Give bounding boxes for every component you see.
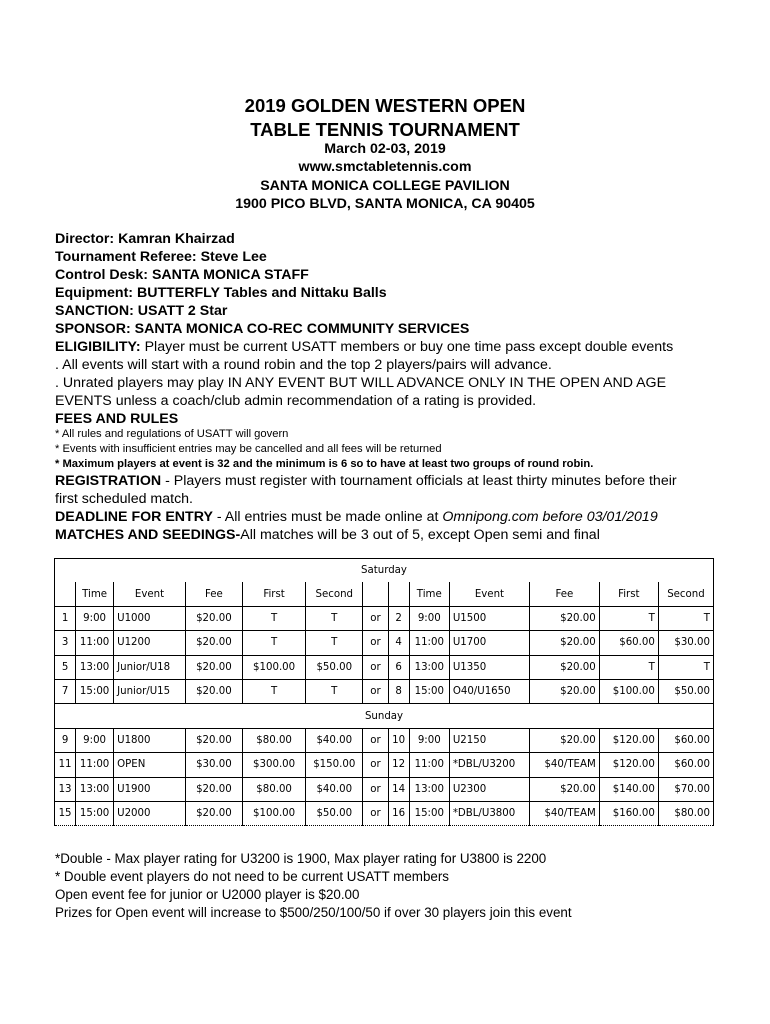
registration-text-1: - Players must register with tournament officials at least thirty minutes before their xyxy=(161,473,677,489)
round-robin-line: . All events will start with a round robin and the top 2 players/pairs will advance. xyxy=(55,357,552,373)
table-row xyxy=(55,655,714,679)
second-prize-2-cell: $30.00 xyxy=(658,631,713,655)
matches-line xyxy=(55,526,735,544)
fee-cell: $20.00 xyxy=(185,606,242,630)
second-prize-2-cell: $60.00 xyxy=(658,753,713,777)
title-line-1: 2019 GOLDEN WESTERN OPEN xyxy=(244,95,526,116)
event-number-cell: 3 xyxy=(55,631,76,655)
event-cell: OPEN xyxy=(114,753,186,777)
fee-cell: $30.00 xyxy=(185,753,242,777)
director-text: Director: Kamran Khairzad xyxy=(55,231,235,247)
table-row xyxy=(55,679,714,703)
sponsor-text: SPONSOR: SANTA MONICA CO-REC COMMUNITY SERVICES xyxy=(55,321,470,337)
event-number-cell: 9 xyxy=(55,728,76,752)
director-line xyxy=(55,230,735,248)
second-prize-2-cell: $70.00 xyxy=(658,777,713,801)
col-fee-2: Fee xyxy=(530,582,600,606)
table-row xyxy=(55,631,714,655)
venue-name: SANTA MONICA COLLEGE PAVILION xyxy=(260,178,510,194)
event-number-2-cell: 14 xyxy=(388,777,409,801)
second-prize-cell: $40.00 xyxy=(306,777,363,801)
first-prize-cell: $100.00 xyxy=(242,801,305,825)
deadline-line xyxy=(55,508,735,526)
time-cell: 11:00 xyxy=(76,631,114,655)
website-link[interactable]: www.smctabletennis.com xyxy=(298,159,472,175)
fee-2-cell: $20.00 xyxy=(530,655,600,679)
first-prize-cell: $100.00 xyxy=(242,655,305,679)
first-prize-cell: T xyxy=(242,679,305,703)
col-time-2: Time xyxy=(409,582,449,606)
referee-text: Tournament Referee: Steve Lee xyxy=(55,249,267,265)
first-prize-2-cell: $100.00 xyxy=(599,679,658,703)
fee-2-cell: $20.00 xyxy=(530,606,600,630)
note-4: Prizes for Open event will increase to $500/250/100/50 if over 30 players join this event xyxy=(55,905,572,920)
col-fee: Fee xyxy=(185,582,242,606)
event-number-cell: 7 xyxy=(55,679,76,703)
sunday-rows xyxy=(55,728,714,826)
rule-1: * All rules and regulations of USATT will govern xyxy=(55,428,289,440)
event-2-cell: O40/U1650 xyxy=(449,679,529,703)
table-row xyxy=(55,801,714,825)
first-prize-cell: $80.00 xyxy=(242,777,305,801)
time-cell: 15:00 xyxy=(76,679,114,703)
fee-2-cell: $40/TEAM xyxy=(530,753,600,777)
control-desk-text: Control Desk: SANTA MONICA STAFF xyxy=(55,267,309,283)
event-cell: U1800 xyxy=(114,728,186,752)
event-number-cell: 11 xyxy=(55,753,76,777)
or-label-cell: or xyxy=(363,631,388,655)
registration-label: REGISTRATION xyxy=(55,473,162,489)
second-prize-2-cell: $50.00 xyxy=(658,679,713,703)
event-number-2-cell: 16 xyxy=(388,801,409,825)
col-second-2: Second xyxy=(658,582,713,606)
venue-address: 1900 PICO BLVD, SANTA MONICA, CA 90405 xyxy=(235,196,535,212)
referee-line xyxy=(55,248,735,266)
fee-2-cell: $20.00 xyxy=(530,777,600,801)
event-number-cell: 1 xyxy=(55,606,76,630)
fee-2-cell: $20.00 xyxy=(530,679,600,703)
col-second: Second xyxy=(306,582,363,606)
time-cell: 11:00 xyxy=(76,753,114,777)
first-prize-cell: T xyxy=(242,606,305,630)
time-2-cell: 11:00 xyxy=(409,631,449,655)
event-2-cell: U1350 xyxy=(449,655,529,679)
note-3: Open event fee for junior or U2000 player is $20.00 xyxy=(55,887,360,902)
saturday-label-row xyxy=(55,559,714,583)
first-prize-cell: $300.00 xyxy=(242,753,305,777)
time-cell: 9:00 xyxy=(76,606,114,630)
or-label-cell: or xyxy=(363,679,388,703)
col-first-2: First xyxy=(599,582,658,606)
col-time: Time xyxy=(76,582,114,606)
equipment-line xyxy=(55,284,735,302)
equipment-text: Equipment: BUTTERFLY Tables and Nittaku Balls xyxy=(55,285,387,301)
fee-2-cell: $40/TEAM xyxy=(530,801,600,825)
fees-rules-heading-text: FEES AND RULES xyxy=(55,411,179,427)
event-date: March 02-03, 2019 xyxy=(324,141,446,157)
fee-2-cell: $20.00 xyxy=(530,631,600,655)
registration-line-2: first scheduled match. xyxy=(55,491,193,507)
sunday-label: Sunday xyxy=(55,704,714,728)
fees-rules-heading xyxy=(55,410,735,428)
second-prize-cell: T xyxy=(306,631,363,655)
event-number-cell: 13 xyxy=(55,777,76,801)
eligibility-label: ELIGIBILITY: xyxy=(55,339,141,355)
table-row xyxy=(55,753,714,777)
sanction-line xyxy=(55,302,735,320)
registration-line-1 xyxy=(55,472,735,490)
second-prize-2-cell: T xyxy=(658,606,713,630)
second-prize-cell: $40.00 xyxy=(306,728,363,752)
note-2: * Double event players do not need to be current USATT members xyxy=(55,869,449,884)
col-first: First xyxy=(242,582,305,606)
deadline-omnipong-link[interactable]: Omnipong.com before 03/01/2019 xyxy=(442,509,658,525)
first-prize-2-cell: T xyxy=(599,606,658,630)
fee-cell: $20.00 xyxy=(185,655,242,679)
second-prize-cell: $150.00 xyxy=(306,753,363,777)
event-2-cell: U2300 xyxy=(449,777,529,801)
event-2-cell: U2150 xyxy=(449,728,529,752)
event-cell: Junior/U18 xyxy=(114,655,186,679)
time-cell: 13:00 xyxy=(76,655,114,679)
event-number-2-cell: 12 xyxy=(388,753,409,777)
second-prize-cell: T xyxy=(306,606,363,630)
or-label-cell: or xyxy=(363,728,388,752)
first-prize-cell: T xyxy=(242,631,305,655)
time-cell: 9:00 xyxy=(76,728,114,752)
time-2-cell: 13:00 xyxy=(409,777,449,801)
saturday-rows xyxy=(55,606,714,704)
or-label-cell: or xyxy=(363,655,388,679)
first-prize-2-cell: T xyxy=(599,655,658,679)
first-prize-2-cell: $60.00 xyxy=(599,631,658,655)
second-prize-cell: $50.00 xyxy=(306,655,363,679)
time-2-cell: 13:00 xyxy=(409,655,449,679)
schedule-table xyxy=(54,558,714,826)
matches-text: All matches will be 3 out of 5, except Open semi and final xyxy=(240,527,600,543)
event-cell: U1000 xyxy=(114,606,186,630)
control-desk-line xyxy=(55,266,735,284)
first-prize-cell: $80.00 xyxy=(242,728,305,752)
title-line-2: TABLE TENNIS TOURNAMENT xyxy=(250,119,520,140)
time-2-cell: 9:00 xyxy=(409,606,449,630)
second-prize-2-cell: $60.00 xyxy=(658,728,713,752)
unrated-line-1: . Unrated players may play IN ANY EVENT BUT WILL ADVANCE ONLY IN THE OPEN AND AGE xyxy=(55,375,667,391)
event-2-cell: *DBL/U3800 xyxy=(449,801,529,825)
second-prize-cell: T xyxy=(306,679,363,703)
fee-cell: $20.00 xyxy=(185,679,242,703)
first-prize-2-cell: $120.00 xyxy=(599,753,658,777)
table-row xyxy=(55,606,714,630)
first-prize-2-cell: $160.00 xyxy=(599,801,658,825)
note-1: *Double - Max player rating for U3200 is 1900, Max player rating for U3800 is 2200 xyxy=(55,851,547,866)
matches-label: MATCHES AND SEEDINGS- xyxy=(55,527,241,543)
sanction-text: SANCTION: USATT 2 Star xyxy=(55,303,228,319)
or-label-cell: or xyxy=(363,777,388,801)
fee-2-cell: $20.00 xyxy=(530,728,600,752)
or-label-cell: or xyxy=(363,606,388,630)
fee-cell: $20.00 xyxy=(185,777,242,801)
time-2-cell: 11:00 xyxy=(409,753,449,777)
deadline-text: - All entries must be made online at xyxy=(212,509,443,525)
event-number-cell: 15 xyxy=(55,801,76,825)
table-row xyxy=(55,777,714,801)
second-prize-2-cell: T xyxy=(658,655,713,679)
second-prize-2-cell: $80.00 xyxy=(658,801,713,825)
time-2-cell: 15:00 xyxy=(409,801,449,825)
header-row xyxy=(55,582,714,606)
event-cell: Junior/U15 xyxy=(114,679,186,703)
eligibility-line xyxy=(55,338,735,356)
event-2-cell: U1700 xyxy=(449,631,529,655)
fee-cell: $20.00 xyxy=(185,728,242,752)
time-cell: 13:00 xyxy=(76,777,114,801)
or-label-cell: or xyxy=(363,753,388,777)
event-2-cell: *DBL/U3200 xyxy=(449,753,529,777)
event-cell: U1200 xyxy=(114,631,186,655)
time-cell: 15:00 xyxy=(76,801,114,825)
event-number-2-cell: 4 xyxy=(388,631,409,655)
col-event-2: Event xyxy=(449,582,529,606)
event-number-2-cell: 6 xyxy=(388,655,409,679)
time-2-cell: 15:00 xyxy=(409,679,449,703)
sponsor-line xyxy=(55,320,735,338)
saturday-label: Saturday xyxy=(55,559,714,583)
time-2-cell: 9:00 xyxy=(409,728,449,752)
first-prize-2-cell: $120.00 xyxy=(599,728,658,752)
eligibility-text: Player must be current USATT members or buy one time pass except double events xyxy=(140,339,674,355)
second-prize-cell: $50.00 xyxy=(306,801,363,825)
unrated-line-2: EVENTS unless a coach/club admin recommendation of a rating is provided. xyxy=(55,393,537,409)
fee-cell: $20.00 xyxy=(185,801,242,825)
col-event: Event xyxy=(114,582,186,606)
first-prize-2-cell: $140.00 xyxy=(599,777,658,801)
event-number-cell: 5 xyxy=(55,655,76,679)
event-number-2-cell: 8 xyxy=(388,679,409,703)
sunday-label-row xyxy=(55,704,714,728)
event-number-2-cell: 10 xyxy=(388,728,409,752)
table-row xyxy=(55,728,714,752)
rule-3: * Maximum players at event is 32 and the minimum is 6 so to have at least two groups of round robin. xyxy=(55,458,594,470)
deadline-label: DEADLINE FOR ENTRY xyxy=(55,509,213,525)
fee-cell: $20.00 xyxy=(185,631,242,655)
event-2-cell: U1500 xyxy=(449,606,529,630)
rule-2: * Events with insufficient entries may be cancelled and all fees will be returned xyxy=(55,443,442,455)
event-cell: U2000 xyxy=(114,801,186,825)
event-number-2-cell: 2 xyxy=(388,606,409,630)
or-label-cell: or xyxy=(363,801,388,825)
event-cell: U1900 xyxy=(114,777,186,801)
